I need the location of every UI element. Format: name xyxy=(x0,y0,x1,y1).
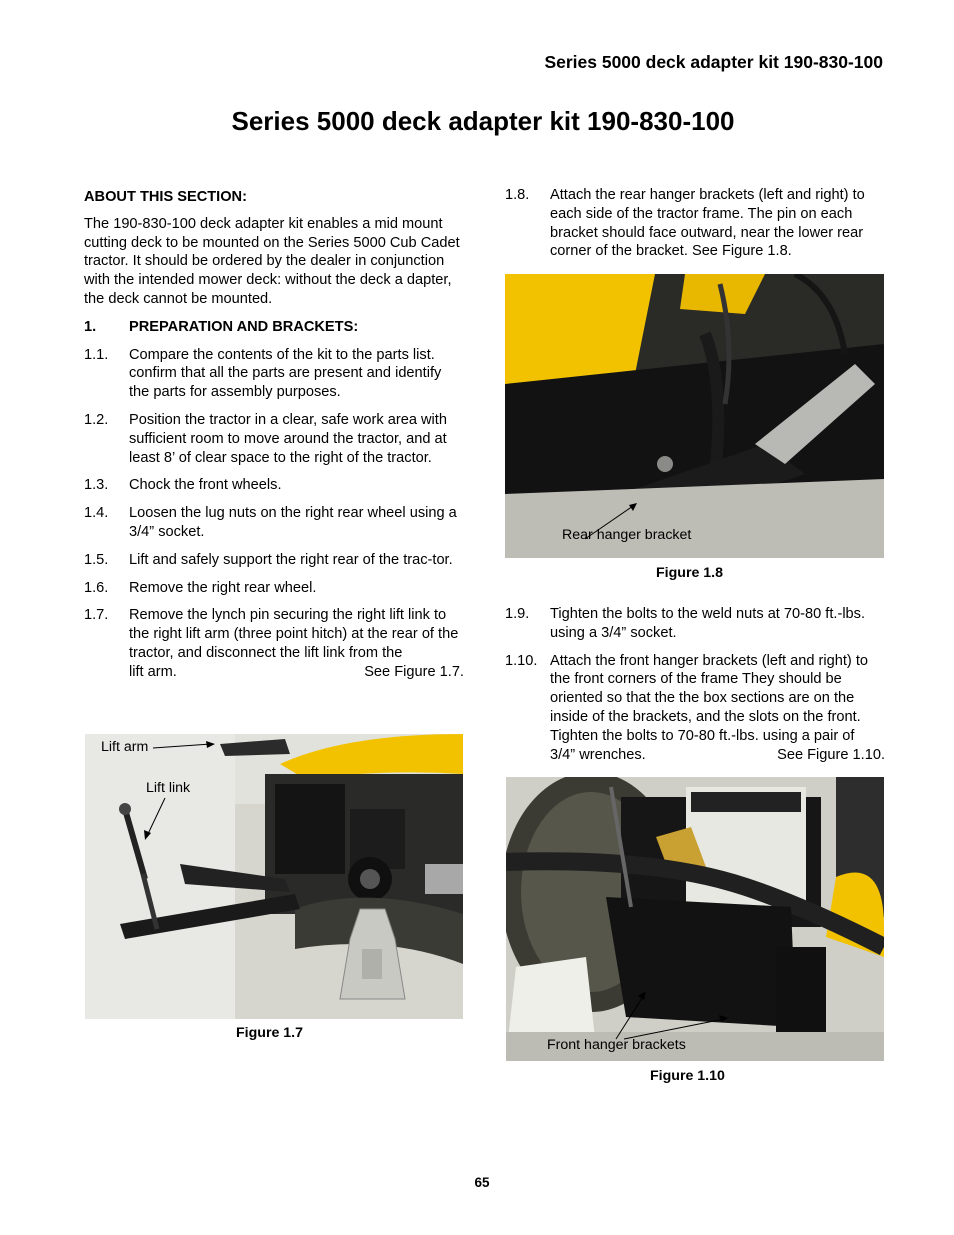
section-title: PREPARATION AND BRACKETS: xyxy=(129,318,359,335)
step-text: Tighten the bolts to the weld nuts at 70-80 ft.-lbs. using a 3/4” socket. xyxy=(550,606,866,641)
step-number: 1.7. xyxy=(84,607,109,624)
section-heading xyxy=(84,318,464,337)
left-column xyxy=(84,188,464,691)
step-1-5 xyxy=(84,551,464,570)
callout-lift-link: Lift link xyxy=(146,780,191,796)
step-text: Chock the front wheels. xyxy=(129,477,282,494)
step-number: 1.8. xyxy=(505,187,530,203)
step-1-2 xyxy=(84,411,464,467)
step-1-4 xyxy=(84,504,464,542)
step-text-body: Attach the front hanger brackets (left and right) to the front corners of the frame They should be oriented so that the the box sections are on the inside of the brackets, and the slots on the front. Tighten the bolts to 70-80 ft.-lbs. using a pair of xyxy=(550,652,868,744)
step-text: Loosen the lug nuts on the right rear wheel using a 3/4” socket. xyxy=(129,505,457,540)
figure-1-8-leaders xyxy=(505,274,884,558)
page-title: Series 5000 deck adapter kit 190-830-100 xyxy=(231,106,735,136)
page-number: 65 xyxy=(474,1175,490,1190)
step-1-10 xyxy=(505,652,885,765)
step-text: Compare the contents of the kit to the parts list. confirm that all the parts are present and identify the parts for assembly purposes. xyxy=(129,346,442,401)
step-number: 1.1. xyxy=(84,346,109,363)
step-number: 1.6. xyxy=(84,579,109,596)
step-text: Attach the rear hanger brackets (left and right) to each side of the tractor frame. The pin on each bracket should face outward, near the lower rear corner of the bracket. See Figure 1.8. xyxy=(550,187,865,260)
step-text-body: Remove the lynch pin securing the right lift link to the right lift arm (three point hitch) at the rear of the tractor, and disconnect the lift link from the xyxy=(129,607,459,661)
step-number: 1.4. xyxy=(84,505,109,522)
step-number: 1.3. xyxy=(84,477,109,494)
figure-1-8-caption: Figure 1.8 xyxy=(656,565,724,581)
step-1-3 xyxy=(84,476,464,495)
figure-reference: See Figure 1.10. xyxy=(777,746,885,763)
figure-1-10-leaders xyxy=(506,777,884,1061)
step-text: Position the tractor in a clear, safe work area with sufficient room to move around the tractor, and at least 8’ of clear space to the right of the tractor. xyxy=(129,411,447,466)
figure-1-10-caption: Figure 1.10 xyxy=(650,1068,725,1084)
step-1-7 xyxy=(84,606,464,681)
step-last-line: 3/4” wrenches. xyxy=(550,746,646,763)
running-header: Series 5000 deck adapter kit 190-830-100 xyxy=(544,52,883,72)
step-1-1 xyxy=(84,346,464,402)
step-text: Remove the right rear wheel. xyxy=(129,579,317,596)
step-text: Lift and safely support the right rear of the trac-tor. xyxy=(129,551,453,568)
right-column xyxy=(505,186,885,270)
step-see-line xyxy=(550,746,885,765)
section-number: 1. xyxy=(84,318,97,335)
callout-front-hanger-brackets: Front hanger brackets xyxy=(547,1037,686,1053)
callout-lift-arm: Lift arm xyxy=(101,739,149,755)
step-last-line: lift arm. xyxy=(129,663,177,680)
step-number: 1.5. xyxy=(84,551,109,568)
right-column-continued xyxy=(505,605,885,773)
figure-reference: See Figure 1.7. xyxy=(364,663,464,680)
step-see-line xyxy=(129,663,464,682)
step-number: 1.9. xyxy=(505,606,530,622)
step-text xyxy=(129,606,464,681)
step-number: 1.2. xyxy=(84,411,109,428)
step-1-6 xyxy=(84,579,464,598)
step-text xyxy=(550,652,885,765)
about-paragraph: The 190-830-100 deck adapter kit enables a mid mount cutting deck to be mounted on the Series 5000 Cub Cadet tractor. It should be ordered by the dealer in conjunction with the intended mower deck: without the deck a dapter, the deck cannot be mounted. xyxy=(84,215,460,307)
step-number: 1.10. xyxy=(505,652,538,669)
step-1-9 xyxy=(505,605,885,643)
figure-1-7-caption: Figure 1.7 xyxy=(236,1025,304,1041)
step-1-8 xyxy=(505,186,885,261)
figure-1-7-leaders xyxy=(85,734,463,1019)
callout-rear-hanger-bracket: Rear hanger bracket xyxy=(562,527,692,543)
about-heading: ABOUT THIS SECTION: xyxy=(84,189,247,205)
